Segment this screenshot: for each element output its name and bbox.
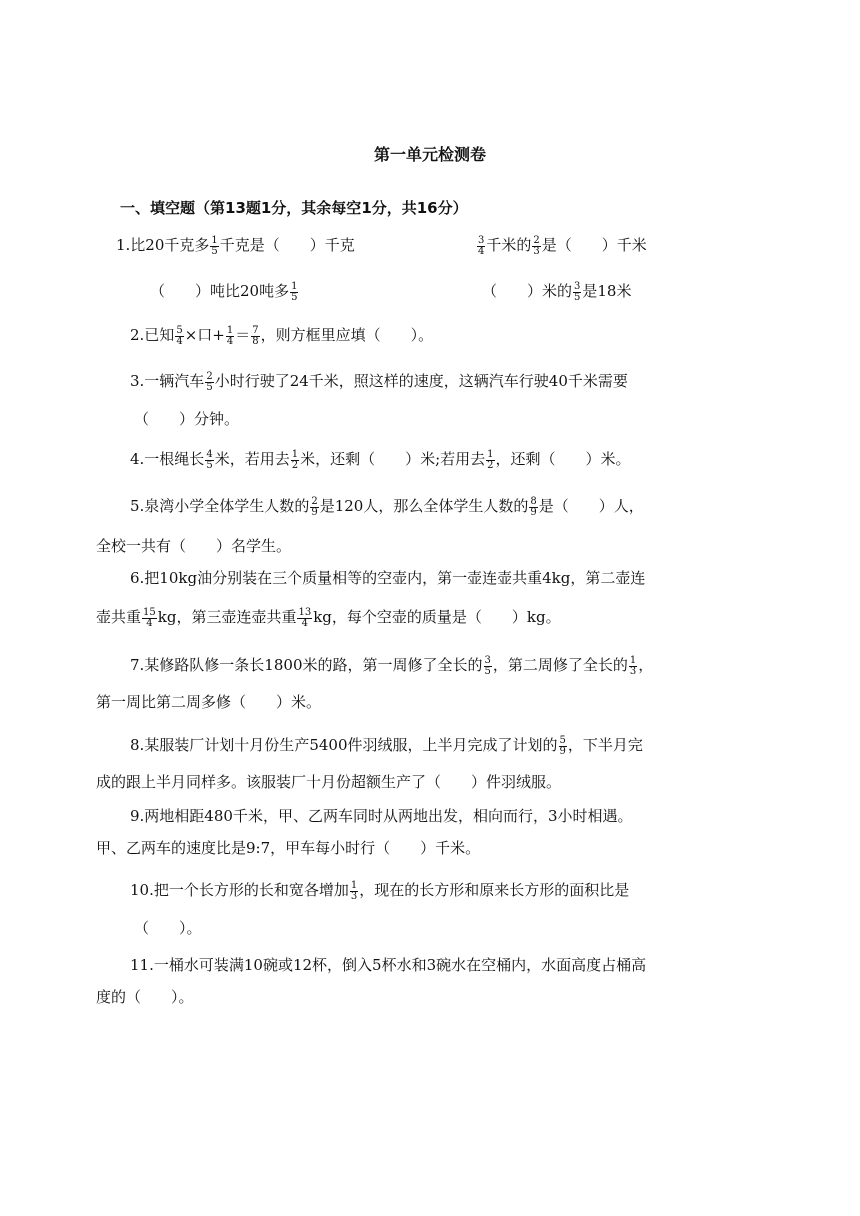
question-2 bbox=[130, 323, 433, 347]
text-run: 3.一辆汽车 bbox=[130, 372, 205, 390]
text-run: 9.两地相距480千米，甲、乙两车同时从两地出发，相向而行，3小时相遇。 bbox=[130, 807, 633, 825]
fraction bbox=[559, 736, 567, 757]
fraction-numerator: 1 bbox=[487, 448, 494, 460]
text-run: 5.泉湾小学全体学生人数的 bbox=[130, 497, 310, 515]
text-run: ＝ bbox=[235, 326, 251, 344]
fraction-denominator: 9 bbox=[559, 745, 566, 757]
question-10-line2 bbox=[134, 916, 202, 940]
text-run: 甲、乙两车的速度比是9:7，甲车每小时行（ ）千米。 bbox=[96, 839, 481, 857]
text-run: 是（ ）人， bbox=[538, 497, 644, 515]
fraction bbox=[291, 450, 299, 471]
text-run: 千米的 bbox=[486, 236, 532, 254]
fraction-numerator: 5 bbox=[559, 734, 566, 746]
fraction-numerator: 4 bbox=[206, 448, 213, 460]
fraction-numerator: 13 bbox=[298, 606, 312, 618]
text-run: ，还剩（ ）米。 bbox=[495, 450, 631, 468]
fraction-denominator: 3 bbox=[350, 890, 358, 902]
fraction-numerator: 1 bbox=[629, 654, 637, 666]
question-5-line1 bbox=[130, 494, 644, 518]
fraction-denominator: 4 bbox=[301, 617, 308, 629]
fraction-numerator: 1 bbox=[211, 234, 218, 246]
text-run: ，现在的长方形和原来长方形的面积比是 bbox=[359, 881, 630, 899]
fraction-denominator: 5 bbox=[211, 245, 218, 257]
text-run: 小时行驶了24千米，照这样的速度，这辆汽车行驶40千米需要 bbox=[214, 372, 628, 390]
fraction bbox=[290, 282, 298, 303]
fraction-numerator: 5 bbox=[176, 324, 183, 336]
text-run: 是（ ）千米 bbox=[541, 236, 647, 254]
text-run: kg，每个空壶的质量是（ ）kg。 bbox=[313, 608, 561, 626]
fraction bbox=[350, 881, 358, 902]
fraction-numerator: 1 bbox=[291, 448, 299, 460]
fraction-numerator: 1 bbox=[291, 280, 298, 292]
question-11-line2 bbox=[96, 985, 194, 1009]
question-11-line1 bbox=[130, 953, 646, 977]
fraction-numerator: 3 bbox=[478, 234, 485, 246]
section-heading: 一、填空题（第13题1分，其余每空1分，共16分） bbox=[120, 199, 468, 217]
fraction bbox=[486, 450, 494, 471]
question-1d bbox=[482, 279, 631, 303]
fraction-numerator: 7 bbox=[252, 324, 259, 336]
fraction bbox=[175, 326, 183, 347]
fraction bbox=[226, 326, 234, 347]
fraction bbox=[477, 236, 485, 257]
fraction-denominator: 5 bbox=[574, 291, 581, 303]
question-9-line2 bbox=[96, 836, 480, 860]
question-9-line1 bbox=[130, 804, 633, 828]
fraction-numerator: 1 bbox=[350, 879, 358, 891]
question-1b bbox=[476, 233, 647, 257]
fraction-denominator: 9 bbox=[311, 506, 318, 518]
fraction-denominator: 5 bbox=[484, 665, 491, 677]
text-run: kg，第三壶连壶共重 bbox=[157, 608, 297, 626]
text-run: ， bbox=[638, 656, 654, 674]
text-run: 11.一桶水可装满10碗或12杯，倒入5杯水和3碗水在空桶内，水面高度占桶高 bbox=[130, 956, 647, 974]
fraction-denominator: 4 bbox=[146, 617, 153, 629]
text-run: 1.比20千克多 bbox=[116, 236, 210, 254]
text-run: 度的（ ）。 bbox=[96, 988, 194, 1006]
text-run: 是120人，那么全体学生人数的 bbox=[319, 497, 529, 515]
fraction bbox=[532, 236, 540, 257]
fraction-denominator: 5 bbox=[206, 381, 213, 393]
fraction-denominator: 5 bbox=[206, 459, 213, 471]
question-7-line1 bbox=[130, 653, 653, 677]
text-run: 4.一根绳长 bbox=[130, 450, 205, 468]
fraction bbox=[205, 450, 213, 471]
fraction-numerator: 3 bbox=[484, 654, 491, 666]
text-run: ，则方框里应填（ ）。 bbox=[260, 326, 434, 344]
fraction bbox=[573, 282, 581, 303]
text-run: （ ）吨比20吨多 bbox=[150, 282, 290, 300]
fraction-numerator: 15 bbox=[143, 606, 156, 618]
question-3-line1 bbox=[130, 369, 628, 393]
text-run: （ ）米的 bbox=[482, 282, 573, 300]
fraction bbox=[297, 608, 312, 629]
text-run: 6.把10kg油分别装在三个质量相等的空壶内，第一壶连壶共重4kg，第二壶连 bbox=[130, 569, 646, 587]
question-1a bbox=[116, 233, 355, 257]
fraction-denominator: 4 bbox=[226, 335, 234, 347]
fraction-denominator: 4 bbox=[478, 245, 485, 257]
text-run: 是18米 bbox=[582, 282, 632, 300]
fraction-numerator: 2 bbox=[311, 495, 318, 507]
fraction bbox=[310, 497, 318, 518]
fraction-numerator: 1 bbox=[226, 324, 234, 336]
text-run: 8.某服装厂计划十月份生产5400件羽绒服，上半月完成了计划的 bbox=[130, 736, 558, 754]
page-title: 第一单元检测卷 bbox=[373, 145, 486, 164]
text-run: 全校一共有（ ）名学生。 bbox=[96, 537, 292, 555]
question-5-line2 bbox=[96, 534, 291, 558]
fraction-denominator: 2 bbox=[291, 459, 299, 471]
question-6-line1 bbox=[130, 566, 645, 590]
text-run: ，下半月完 bbox=[567, 736, 643, 754]
question-4 bbox=[130, 447, 631, 471]
fraction-numerator: 2 bbox=[533, 234, 540, 246]
fraction bbox=[210, 236, 218, 257]
text-run: ，第二周修了全长的 bbox=[492, 656, 628, 674]
text-run: （ ）。 bbox=[134, 919, 202, 937]
fraction bbox=[629, 656, 637, 677]
fraction-numerator: 2 bbox=[206, 370, 213, 382]
fraction-denominator: 2 bbox=[487, 459, 494, 471]
fraction bbox=[484, 656, 492, 677]
text-run: 成的跟上半月同样多。该服装厂十月份超额生产了（ ）件羽绒服。 bbox=[96, 773, 562, 791]
question-6-line2 bbox=[96, 605, 561, 629]
text-run: 壶共重 bbox=[96, 608, 142, 626]
question-8-line2 bbox=[96, 770, 561, 794]
text-run: 米，若用去 bbox=[214, 450, 290, 468]
question-3-line2 bbox=[134, 407, 239, 431]
text-run: 2.已知 bbox=[130, 326, 175, 344]
fraction bbox=[251, 326, 259, 347]
question-7-line2 bbox=[96, 690, 321, 714]
text-run: ×口+ bbox=[184, 326, 225, 344]
fraction bbox=[529, 497, 537, 518]
text-run: 千克是（ ）千克 bbox=[219, 236, 355, 254]
fraction-denominator: 9 bbox=[530, 506, 537, 518]
fraction bbox=[205, 372, 213, 393]
text-run: （ ）分钟。 bbox=[134, 410, 240, 428]
fraction-denominator: 3 bbox=[533, 245, 540, 257]
text-run: 10.把一个长方形的长和宽各增加 bbox=[130, 881, 349, 899]
fraction-denominator: 8 bbox=[252, 335, 259, 347]
text-run: 第一周比第二周多修（ ）米。 bbox=[96, 693, 322, 711]
question-1c bbox=[150, 279, 299, 303]
text-run: 7.某修路队修一条长1800米的路，第一周修了全长的 bbox=[130, 656, 483, 674]
fraction bbox=[142, 608, 157, 629]
fraction-numerator: 8 bbox=[530, 495, 537, 507]
text-run: 米，还剩（ ）米;若用去 bbox=[300, 450, 486, 468]
fraction-numerator: 3 bbox=[574, 280, 581, 292]
fraction-denominator: 4 bbox=[176, 335, 183, 347]
question-10-line1 bbox=[130, 878, 629, 902]
question-8-line1 bbox=[130, 733, 643, 757]
fraction-denominator: 5 bbox=[291, 291, 298, 303]
fraction-denominator: 3 bbox=[629, 665, 637, 677]
